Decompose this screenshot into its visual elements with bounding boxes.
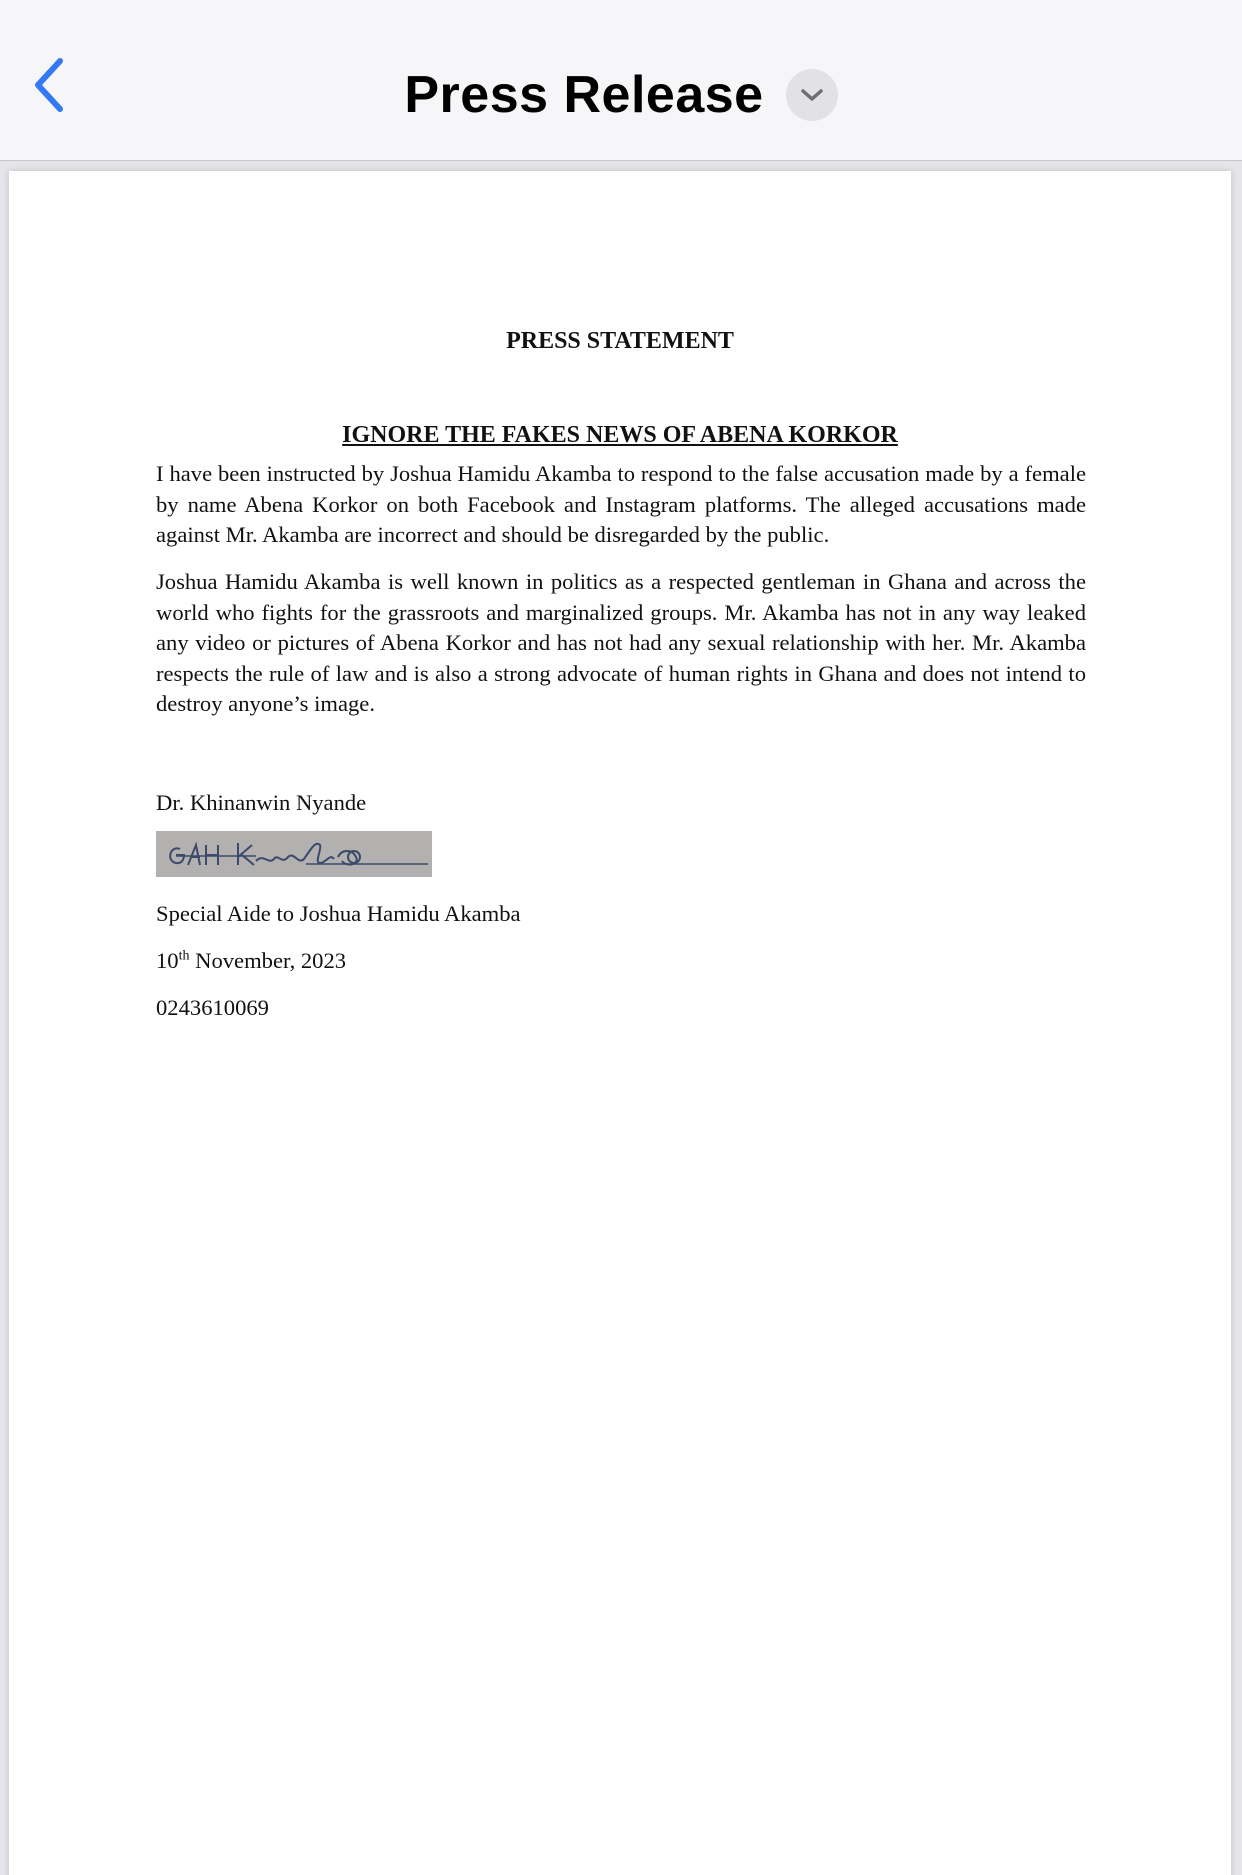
title-group [0, 60, 1242, 130]
navigation-bar [0, 0, 1242, 161]
document-subheading: IGNORE THE FAKES NEWS OF ABENA KORKOR [342, 422, 898, 448]
body-paragraph: Joshua Hamidu Akamba is well known in politics as a respected gentleman in Ghana and across the world who fights for the grassroots and marginalized groups. Mr. Akamba has not in any way leaked any video or pictures of Abena Korkor and has not had any sexual relationship with her. Mr. Akamba respects the rule of law and is also a strong advocate of human rights in Ghana and does not intend to destroy anyone’s image. [156, 569, 1086, 716]
page-title: Press Release [404, 66, 764, 124]
body-paragraph: I have been instructed by Joshua Hamidu Akamba to respond to the false accusation made by a female by name Abena Korkor on both Facebook and Instagram platforms. The alleged accusations made against Mr. Akamba are incorrect and should be disregarded by the public. [156, 461, 1086, 547]
document-page [9, 171, 1231, 1875]
contact-phone: 0243610069 [156, 995, 269, 1020]
chevron-down-icon [798, 85, 826, 105]
document-viewer[interactable] [0, 161, 1242, 1875]
signatory-title: Special Aide to Joshua Hamidu Akamba [156, 901, 521, 926]
title-menu-button[interactable] [786, 69, 838, 121]
document-heading: PRESS STATEMENT [506, 328, 734, 354]
signatory-name: Dr. Khinanwin Nyande [156, 790, 367, 815]
signature-image [156, 831, 432, 877]
statement-date: 10th November, 2023 [156, 948, 347, 973]
